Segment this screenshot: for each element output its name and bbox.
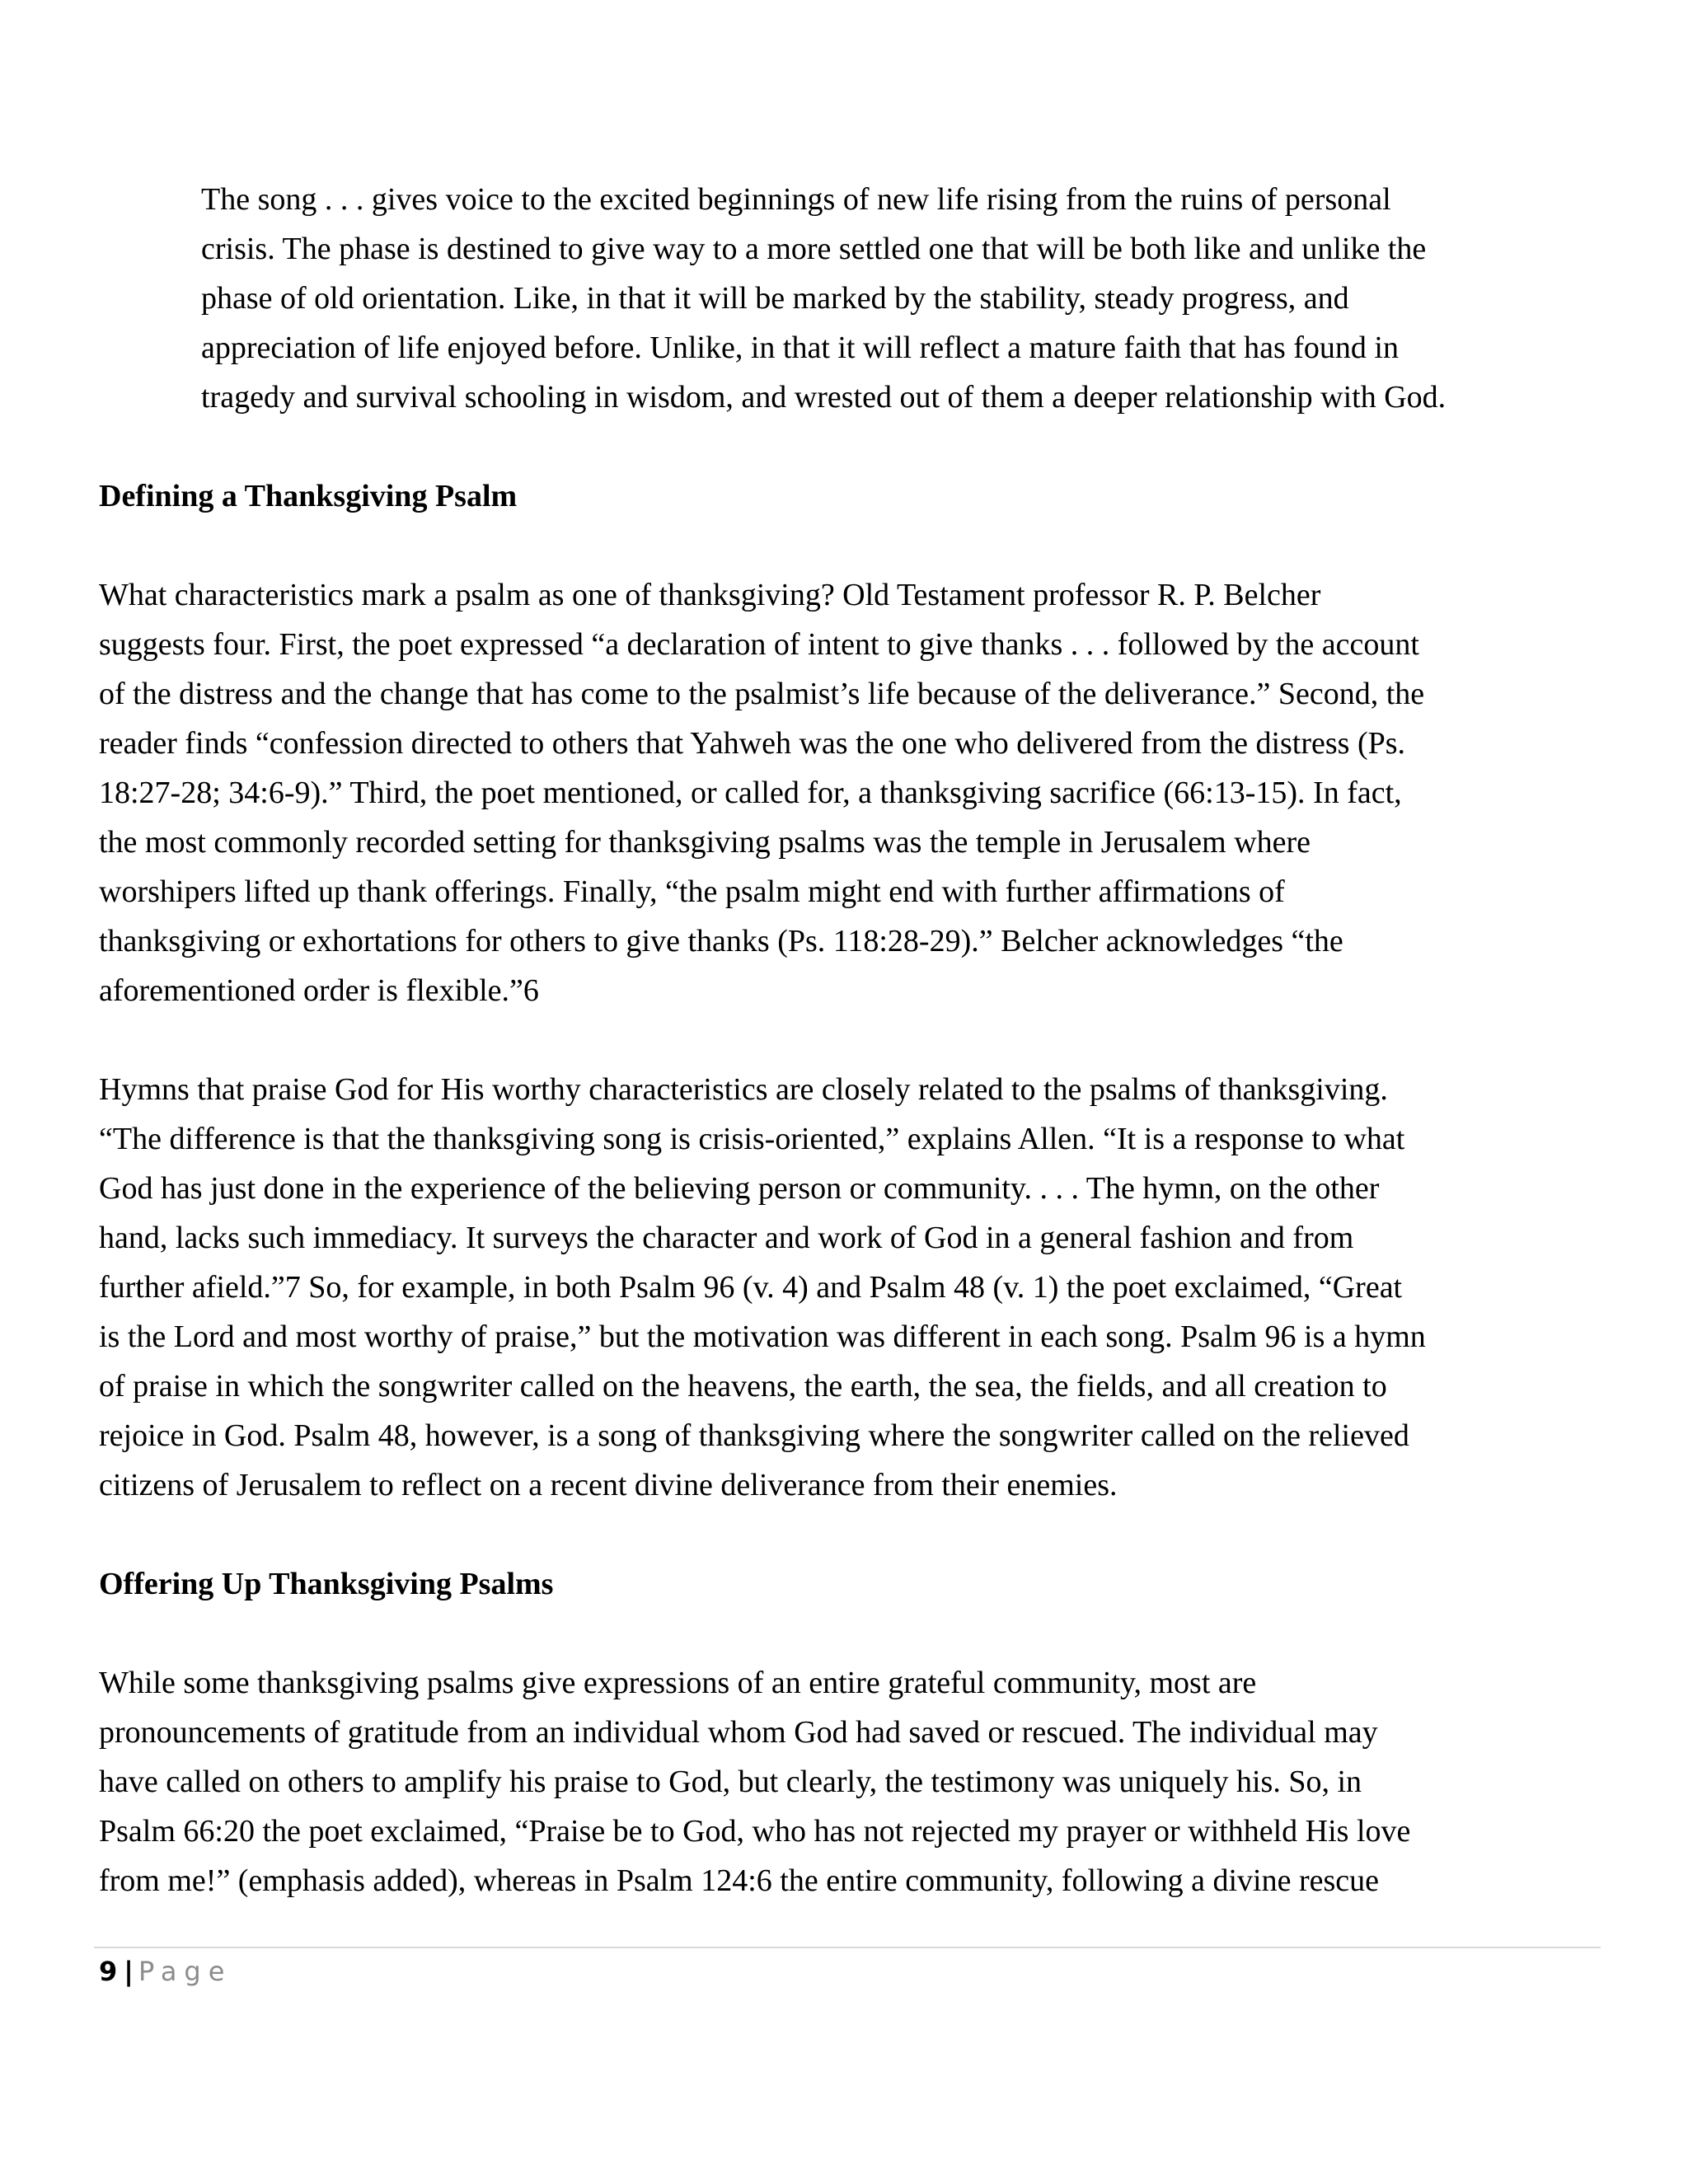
paragraph-line: pronouncements of gratitude from an individual whom God had saved or rescued. The individual may <box>99 1715 1378 1750</box>
page-label: Page <box>138 1956 232 1987</box>
paragraph-line: Hymns that praise God for His worthy characteristics are closely related to the psalms of thanksgiving. <box>99 1072 1388 1107</box>
paragraph-line: have called on others to amplify his praise to God, but clearly, the testimony was uniquely his. So, in <box>99 1765 1362 1799</box>
quote-line: phase of old orientation. Like, in that it will be marked by the stability, steady progress, and <box>201 281 1349 316</box>
paragraph-line: Psalm 66:20 the poet exclaimed, “Praise be to God, who has not rejected my prayer or withheld His love <box>99 1814 1411 1849</box>
paragraph-line: 18:27-28; 34:6-9).” Third, the poet mentioned, or called for, a thanksgiving sacrifice (66:13-15). In fact, <box>99 776 1402 810</box>
quote-line: appreciation of life enjoyed before. Unlike, in that it will reflect a mature faith that has found in <box>201 330 1399 365</box>
section-heading-defining: Defining a Thanksgiving Psalm <box>99 479 518 513</box>
paragraph-line: While some thanksgiving psalms give expressions of an entire grateful community, most are <box>99 1666 1257 1700</box>
paragraph-line: of the distress and the change that has come to the psalmist’s life because of the deliverance.” Second, the <box>99 677 1425 711</box>
page-footer <box>99 1953 232 1990</box>
paragraph-line: aforementioned order is flexible.”6 <box>99 973 539 1008</box>
paragraph-line: further afield.”7 So, for example, in both Psalm 96 (v. 4) and Psalm 48 (v. 1) the poet exclaimed, “Great <box>99 1270 1403 1305</box>
paragraph-line: thanksgiving or exhortations for others to give thanks (Ps. 118:28-29).” Belcher acknowledges “the <box>99 924 1343 958</box>
paragraph-line: What characteristics mark a psalm as one of thanksgiving? Old Testament professor R. P. Belcher <box>99 578 1321 612</box>
paragraph-line: is the Lord and most worthy of praise,” but the motivation was different in each song. Psalm 96 is a hymn <box>99 1319 1426 1354</box>
section-heading-offering: Offering Up Thanksgiving Psalms <box>99 1567 554 1601</box>
quote-line: tragedy and survival schooling in wisdom, and wrested out of them a deeper relationship with God. <box>201 380 1447 415</box>
quote-line: crisis. The phase is destined to give way to a more settled one that will be both like and unlike the <box>201 232 1427 266</box>
paragraph-line: God has just done in the experience of the believing person or community. . . . The hymn, on the other <box>99 1171 1380 1206</box>
paragraph-line: the most commonly recorded setting for thanksgiving psalms was the temple in Jerusalem where <box>99 825 1311 860</box>
footer-separator: | <box>124 1956 134 1987</box>
paragraph-line: hand, lacks such immediacy. It surveys the character and work of God in a general fashion and from <box>99 1221 1354 1255</box>
paragraph-line: citizens of Jerusalem to reflect on a recent divine deliverance from their enemies. <box>99 1468 1118 1502</box>
page-number: 9 <box>99 1956 118 1987</box>
quote-line: The song . . . gives voice to the excited beginnings of new life rising from the ruins of personal <box>201 182 1391 217</box>
paragraph-line: suggests four. First, the poet expressed “a declaration of intent to give thanks . . . followed by the account <box>99 627 1419 662</box>
footer-divider <box>94 1947 1601 1948</box>
paragraph-line: of praise in which the songwriter called on the heavens, the earth, the sea, the fields, and all creation to <box>99 1369 1387 1404</box>
paragraph-line: reader finds “confession directed to others that Yahweh was the one who delivered from the distress (Ps. <box>99 726 1406 761</box>
paragraph-line: rejoice in God. Psalm 48, however, is a song of thanksgiving where the songwriter called on the relieved <box>99 1418 1409 1453</box>
paragraph-line: worshipers lifted up thank offerings. Finally, “the psalm might end with further affirmations of <box>99 874 1285 909</box>
paragraph-line: from me!” (emphasis added), whereas in Psalm 124:6 the entire community, following a divine rescue <box>99 1863 1379 1898</box>
paragraph-line: “The difference is that the thanksgiving song is crisis-oriented,” explains Allen. “It is a response to what <box>99 1122 1405 1156</box>
